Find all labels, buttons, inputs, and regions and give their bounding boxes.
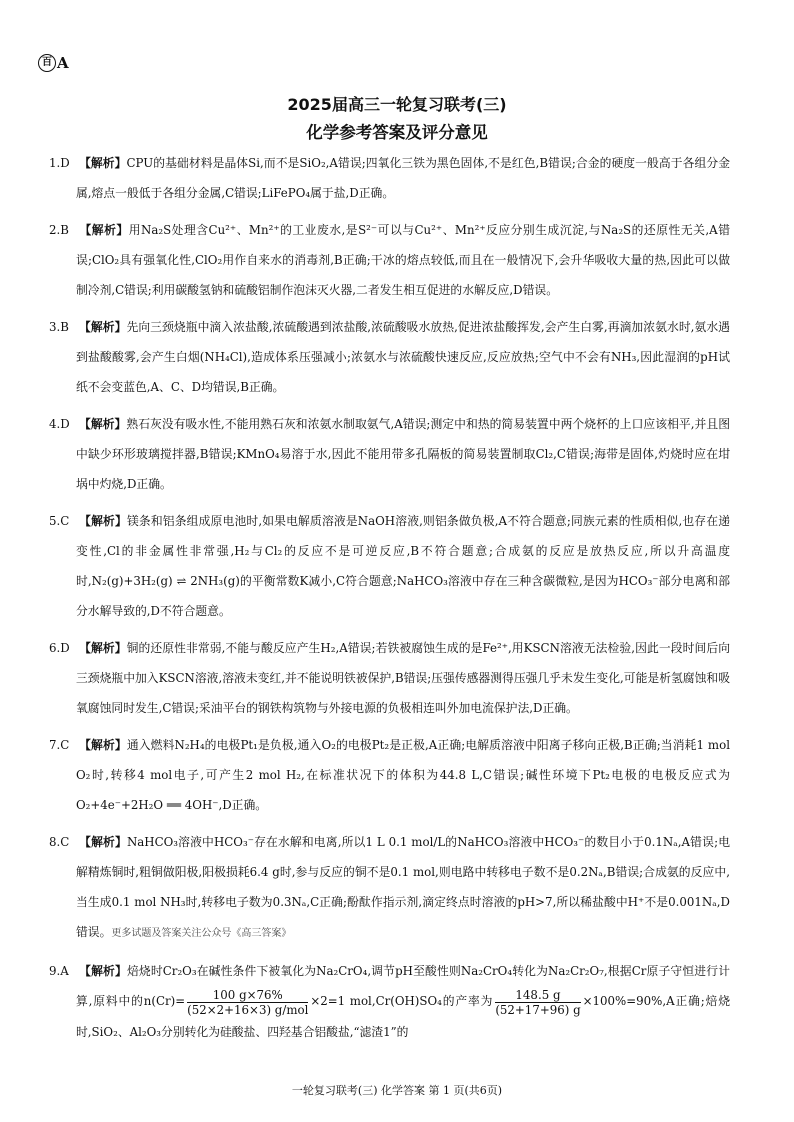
page-title: 2025届高三一轮复习联考(三) — [287, 95, 507, 114]
mark-letter: A — [57, 54, 69, 72]
analysis-tag: 【解析】 — [79, 156, 127, 170]
item-number: 9.A — [49, 964, 69, 978]
answer-item — [49, 215, 730, 305]
item-text: 焙烧时Cr₂O₃在碱性条件下被氧化为Na₂CrO₄,调节pH至酸性则Na₂CrO₄转化为Na₂Cr₂O₇,根据Cr原子守恒进行计算,原料中的n(Cr)= — [76, 964, 730, 1008]
answer-item — [49, 409, 730, 499]
analysis-tag: 【解析】 — [79, 514, 127, 528]
fraction — [495, 988, 580, 1017]
item-number: 6.D — [49, 641, 70, 655]
answer-item — [49, 827, 730, 949]
item-text: 先向三颈烧瓶中滴入浓盐酸,浓硫酸遇到浓盐酸,浓硫酸吸水放热,促进浓盐酸挥发,会产生白雾,再滴加浓氨水时,氨水遇到盐酸酸雾,会产生白烟(NH₄Cl),造成体系压强减小;浓氨水与浓硫酸快速反应,反应放热;空气中不会有NH₃,因此湿润的pH试纸不会变蓝色,A、C、D均错误,B正确。 — [76, 320, 730, 394]
fraction-denominator: (52+17+96) g — [495, 1002, 581, 1017]
item-number: 1.D — [49, 156, 70, 170]
item-number: 3.B — [49, 320, 69, 334]
analysis-tag: 【解析】 — [79, 223, 129, 237]
item-text: ×2=1 mol,Cr(OH)SO₄的产率为 — [310, 994, 494, 1008]
answer-item — [49, 956, 730, 1047]
seal-icon: 百 — [38, 54, 56, 72]
item-text: 通入燃料N₂H₄的电极Pt₁是负极,通入O₂的电极Pt₂是正极,A正确;电解质溶液中阳离子移向正极,B正确;当消耗1 mol O₂时,转移4 mol电子,可产生2 mol H₂,在标准状况下的体积为44.8 L,C错误;碱性环境下Pt₂电极的电极反应式为O₂+4e⁻+2H₂O ══ 4OH⁻,D正确。 — [76, 738, 730, 812]
answer-item — [49, 312, 730, 402]
analysis-tag: 【解析】 — [79, 835, 127, 849]
fraction-denominator: (52×2+16×3) g/mol — [187, 1002, 309, 1017]
analysis-tag: 【解析】 — [79, 964, 127, 978]
analysis-tag: 【解析】 — [79, 738, 127, 752]
fraction — [187, 988, 308, 1017]
item-text: CPU的基础材料是晶体Si,而不是SiO₂,A错误;四氧化三铁为黑色固体,不是红色,B错误;合金的硬度一般高于各组分金属,熔点一般低于各组分金属,C错误;LiFePO₄属于盐,D正确。 — [76, 156, 730, 200]
item-number: 4.D — [49, 417, 70, 431]
analysis-tag: 【解析】 — [79, 641, 127, 655]
answer-list — [49, 148, 730, 1054]
fraction-numerator: 148.5 g — [495, 988, 580, 1003]
item-number: 8.C — [49, 835, 70, 849]
item-number: 7.C — [49, 738, 70, 752]
item-text: 镁条和铝条组成原电池时,如果电解质溶液是NaOH溶液,则铝条做负极,A不符合题意;同族元素的性质相似,也存在递变性,Cl的非金属性非常强,H₂与Cl₂的反应不是可逆反应,B不符合题意;合成氨的反应是放热反应,所以升高温度时,N₂(g)+3H₂(g) ⇌ 2NH₃(g)的平衡常数K减小,C符合题意;NaHCO₃溶液中存在三种含碳微粒,是因为HCO₃⁻部分电离和部分水解导致的,D不符合题意。 — [76, 514, 730, 618]
item-text: NaHCO₃溶液中HCO₃⁻存在水解和电离,所以1 L 0.1 mol/L的NaHCO₃溶液中HCO₃⁻的数目小于0.1Nₐ,A错误;电解精炼铜时,粗铜做阳极,阳极损耗6.4 g时,参与反应的铜不是0.1 mol,则电路中转移电子数不是0.2Nₐ,B错误;合成氨的反应中,当生成0.1 mol NH₃时,转移电子数为0.3Nₐ,C正确;酚酞作指示剂,滴定终点时溶液的pH>7,所以稀盐酸中H⁺不是0.001Nₐ,D错误。 — [76, 835, 730, 939]
fraction-numerator: 100 g×76% — [187, 988, 308, 1003]
item-number: 2.B — [49, 223, 69, 237]
analysis-tag: 【解析】 — [79, 320, 127, 334]
promo-note: 更多试题及答案关注公众号《高三答案》 — [111, 928, 292, 939]
item-text: ×100%=90%,A正确;焙烧时,SiO₂、Al₂O₃分别转化为硅酸盐、四羟基合铝酸盐,“滤渣1”的 — [76, 994, 730, 1039]
item-text: 熟石灰没有吸水性,不能用熟石灰和浓氨水制取氨气,A错误;测定中和热的简易装置中两个烧杯的上口应该相平,并且图中缺少环形玻璃搅拌器,B错误;KMnO₄易溶于水,因此不能用带多孔隔板的简易装置制取Cl₂,C错误;海带是固体,灼烧时应在坩埚中灼烧,D正确。 — [76, 417, 730, 491]
page-subtitle: 化学参考答案及评分意见 — [306, 123, 488, 142]
answer-item — [49, 148, 730, 208]
header-mark — [38, 54, 69, 72]
answer-item — [49, 506, 730, 626]
item-text: 用Na₂S处理含Cu²⁺、Mn²⁺的工业废水,是S²⁻可以与Cu²⁺、Mn²⁺反应分别生成沉淀,与Na₂S的还原性无关,A错误;ClO₂具有强氧化性,ClO₂用作自来水的消毒剂,B正确;干冰的熔点较低,而且在一般情况下,会升华吸收大量的热,因此可以做制冷剂,C错误;利用碳酸氢钠和硫酸铝制作泡沫灭火器,二者发生相互促进的水解反应,D错误。 — [76, 223, 730, 297]
analysis-tag: 【解析】 — [79, 417, 127, 431]
answer-item — [49, 633, 730, 723]
item-number: 5.C — [49, 514, 70, 528]
page-footer: 一轮复习联考(三) 化学答案 第 1 页(共6页) — [291, 1084, 503, 1097]
answer-item — [49, 730, 730, 820]
item-text: 铜的还原性非常弱,不能与酸反应产生H₂,A错误;若铁被腐蚀生成的是Fe²⁺,用KSCN溶液无法检验,因此一段时间后向三颈烧瓶中加入KSCN溶液,溶液未变红,并不能说明铁被保护,B错误;压强传感器测得压强几乎未发生变化,可能是析氢腐蚀和吸氧腐蚀同时发生,C错误;采油平台的钢铁构筑物与外接电源的负极相连叫外加电流保护法,D正确。 — [76, 641, 730, 715]
